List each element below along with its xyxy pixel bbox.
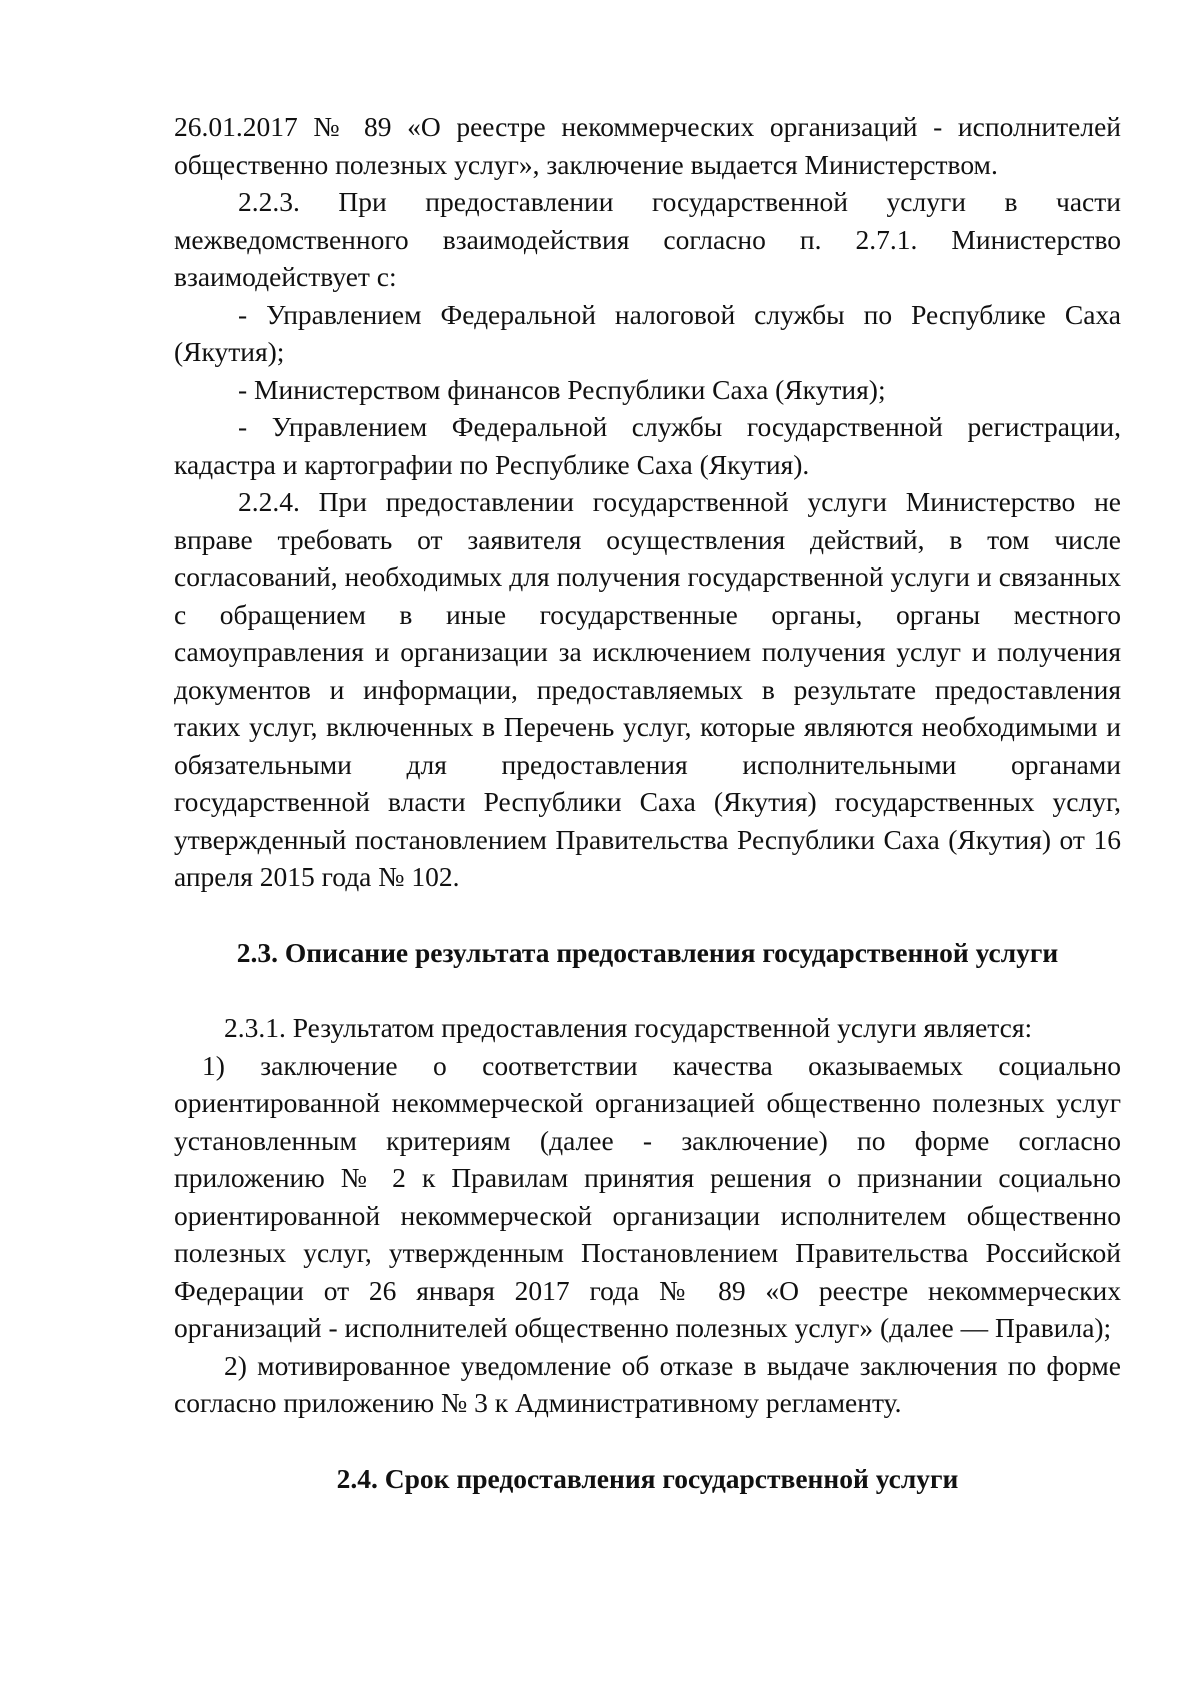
list-item-result-2: 2) мотивированное уведомление об отказе в выдаче заключения по форме согласно приложению № 3 к Административному регламенту. [174, 1349, 1121, 1418]
section-heading-2-4: 2.4. Срок предоставления государственной услуги [336, 1462, 959, 1494]
section-heading-2-3: 2.3. Описание результата предоставления государственной услуги [236, 936, 1059, 968]
list-item-result-1: 1) заключение о соответствии качества оказываемых социально ориентированной некоммерческой организацией общественно полезных услуг установленным критериям (далее - заключение) по форме согласно приложению № 2 к Правилам принятия решения о признании социально ориентированной некоммерческой организации исполнителем общественно полезных услуг, утвержденным Постановлением Правительства Российской Федерации от 26 января 2017 года № 89 «О реестре некоммерческих организаций - исполнителей общественно полезных услуг» (далее — Правила); [174, 1049, 1121, 1343]
list-item-registration-service: - Управлением Федеральной службы государственной регистрации, кадастра и картографии по Республике Саха (Якутия). [174, 411, 1121, 480]
list-item-tax-service: - Управлением Федеральной налоговой службы по Республике Саха (Якутия); [174, 298, 1121, 367]
paragraph-continuation: 26.01.2017 № 89 «О реестре некоммерческих организаций - исполнителей общественно полезных услуг», заключение выдается Министерством. [174, 111, 1121, 180]
paragraph-2-3-1: 2.3.1. Результатом предоставления государственной услуги является: [224, 1012, 1033, 1043]
paragraph-2-2-4: 2.2.4. При предоставлении государственной услуги Министерство не вправе требовать от заявителя осуществления действий, в том числе согласований, необходимых для получения государственной услуги и связанных с обращением в иные государственные органы, органы местного самоуправления и организации за исключением получения услуг и получения документов и информации, предоставляемых в результате предоставления таких услуг, включенных в Перечень услуг, которые являются необходимыми и обязательными для предоставления исполнительными органами государственной власти Республики Саха (Якутия) государственных услуг, утвержденный постановлением Правительства Республики Саха (Якутия) от 16 апреля 2015 года № 102. [174, 486, 1121, 892]
document-page [174, 108, 1121, 1497]
list-item-ministry-finance: - Министерством финансов Республики Саха (Якутия); [238, 373, 886, 405]
paragraph-2-2-3: 2.2.3. При предоставлении государственной услуги в части межведомственного взаимодействия согласно п. 2.7.1. Министерство взаимодействует с: [174, 186, 1121, 292]
